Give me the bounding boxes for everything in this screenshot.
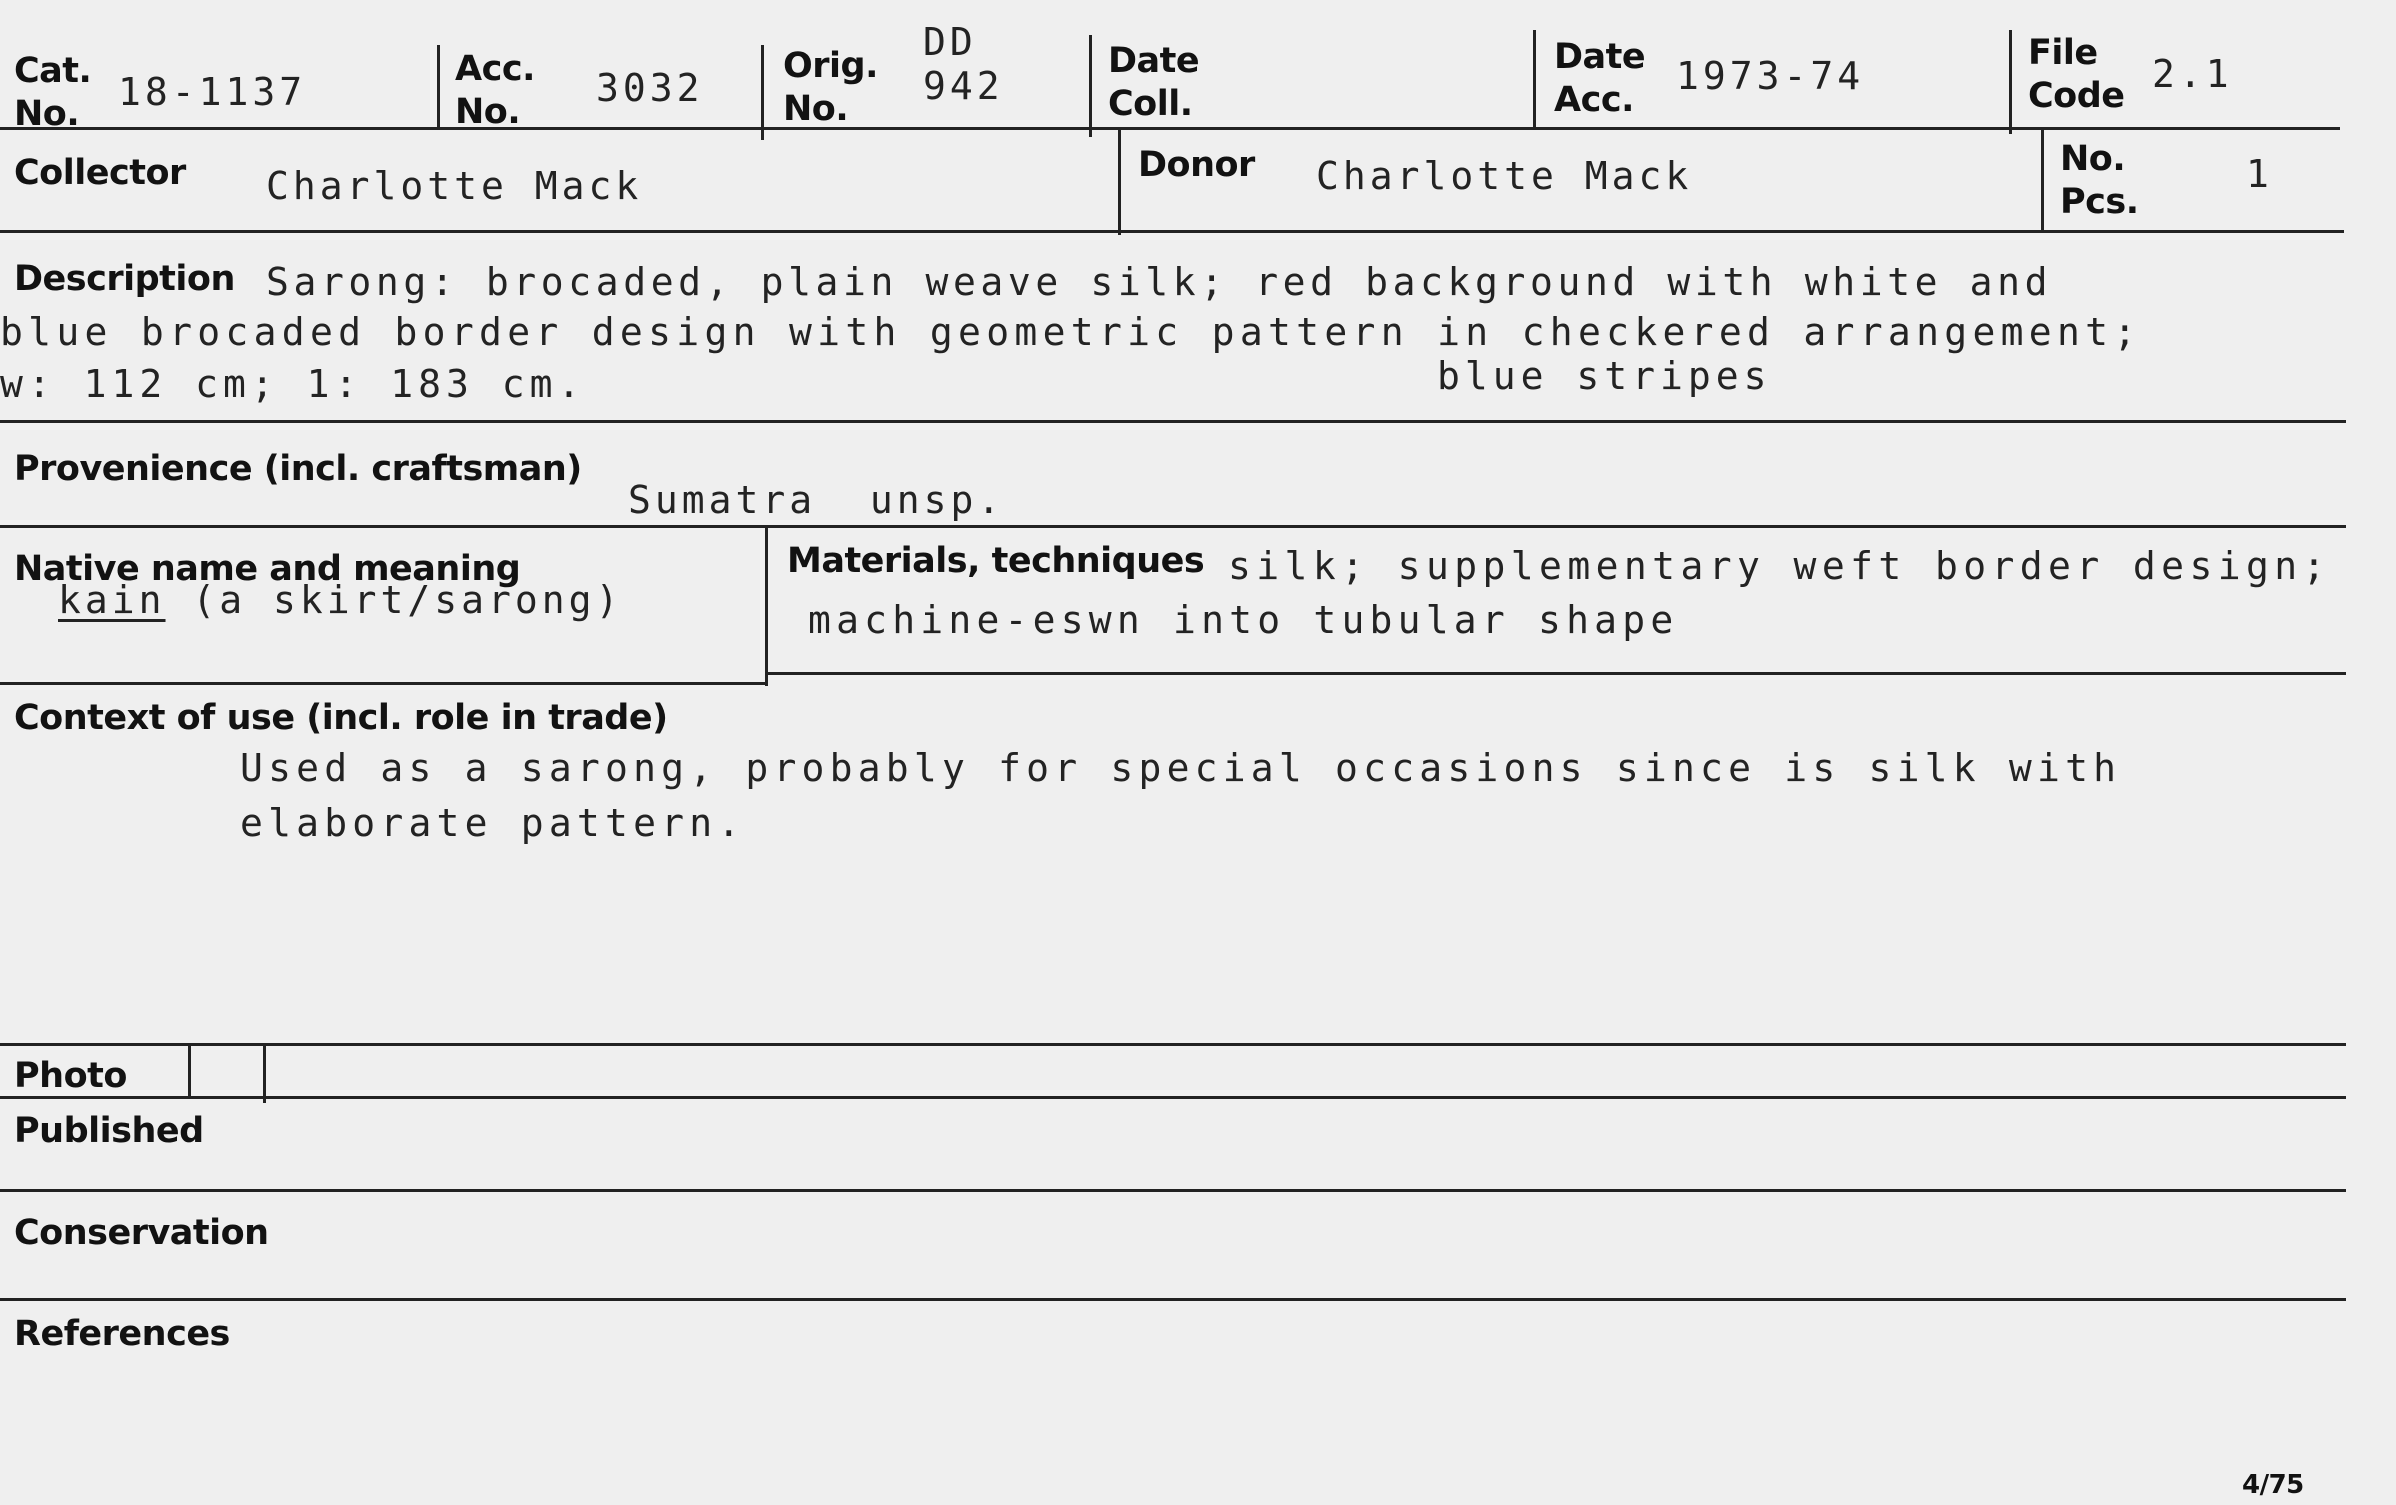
rule-provenience-bottom — [0, 525, 2346, 528]
provenience-value: Sumatra unsp. — [628, 478, 1005, 522]
rule-photo-bottom — [0, 1096, 2346, 1099]
references-label: References — [14, 1314, 230, 1354]
file-code-label: File Code — [2028, 33, 2125, 116]
orig-no-label: Orig. No. — [783, 46, 878, 129]
divider-collector-donor — [1118, 130, 1121, 235]
date-acc-label: Date Acc. — [1554, 37, 1646, 120]
context-line-1: Used as a sarong, probably for special occasions since is silk with — [240, 746, 2122, 790]
conservation-label: Conservation — [14, 1213, 269, 1253]
description-label: Description — [14, 259, 235, 299]
date-acc-value: 1973-74 — [1676, 54, 1865, 98]
rule-collector-bottom — [0, 230, 2344, 233]
divider-cat-acc — [437, 45, 440, 128]
file-code-value: 2.1 — [2152, 52, 2233, 96]
no-pcs-label: No. Pcs. — [2060, 139, 2139, 222]
published-label: Published — [14, 1111, 204, 1151]
context-label: Context of use (incl. role in trade) — [14, 698, 668, 738]
acc-no-value: 3032 — [596, 66, 704, 110]
cat-no-value: 18-1137 — [118, 70, 307, 114]
orig-no-value-line2: 942 — [923, 64, 1004, 108]
donor-label: Donor — [1138, 145, 1255, 185]
context-line-2: elaborate pattern. — [240, 801, 746, 845]
date-coll-label: Date Coll. — [1108, 41, 1200, 124]
rule-native-bottom — [0, 682, 765, 685]
rule-conservation-bottom — [0, 1298, 2346, 1301]
divider-datecoll-dateacc — [1533, 30, 1536, 130]
description-line-3b: blue stripes — [1437, 354, 1772, 398]
orig-no-value-line1: DD — [923, 20, 977, 64]
native-term: kain — [58, 578, 166, 622]
donor-value: Charlotte Mack — [1316, 154, 1693, 198]
description-line-1: Sarong: brocaded, plain weave silk; red background with white and — [266, 260, 2053, 304]
rule-materials-bottom — [765, 672, 2346, 675]
photo-box-divider-2 — [263, 1043, 266, 1103]
rule-header-bottom — [0, 127, 2340, 130]
materials-line-1: silk; supplementary weft border design; — [1228, 544, 2331, 588]
rule-description-bottom — [0, 420, 2346, 423]
photo-label: Photo — [14, 1056, 127, 1096]
photo-box-divider-1 — [188, 1043, 191, 1099]
divider-orig-datecoll — [1089, 35, 1092, 137]
divider-native-materials — [765, 526, 768, 686]
provenience-label: Provenience (incl. craftsman) — [14, 449, 582, 489]
rule-published-bottom — [0, 1189, 2346, 1192]
native-meaning: (a skirt/sarong) — [165, 578, 623, 622]
collector-value: Charlotte Mack — [266, 164, 643, 208]
divider-dateacc-filecode — [2009, 30, 2012, 134]
native-name-label: Native name and meaning — [14, 549, 521, 589]
cat-no-label: Cat. No. — [14, 51, 92, 134]
description-line-2: blue brocaded border design with geometric pattern in checkered arrangement; — [0, 310, 2142, 354]
rule-photo-top — [0, 1043, 2346, 1046]
divider-acc-orig — [761, 45, 764, 140]
no-pcs-value: 1 — [2246, 152, 2273, 196]
acc-no-label: Acc. No. — [455, 49, 535, 132]
native-name-value — [58, 578, 622, 622]
materials-line-2: machine-eswn into tubular shape — [808, 598, 1679, 642]
materials-label: Materials, techniques — [787, 541, 1205, 581]
description-line-3a: w: 112 cm; 1: 183 cm. — [0, 362, 586, 406]
footer-mark: 4/75 — [2242, 1470, 2304, 1500]
collector-label: Collector — [14, 153, 186, 193]
divider-donor-pcs — [2041, 130, 2044, 232]
